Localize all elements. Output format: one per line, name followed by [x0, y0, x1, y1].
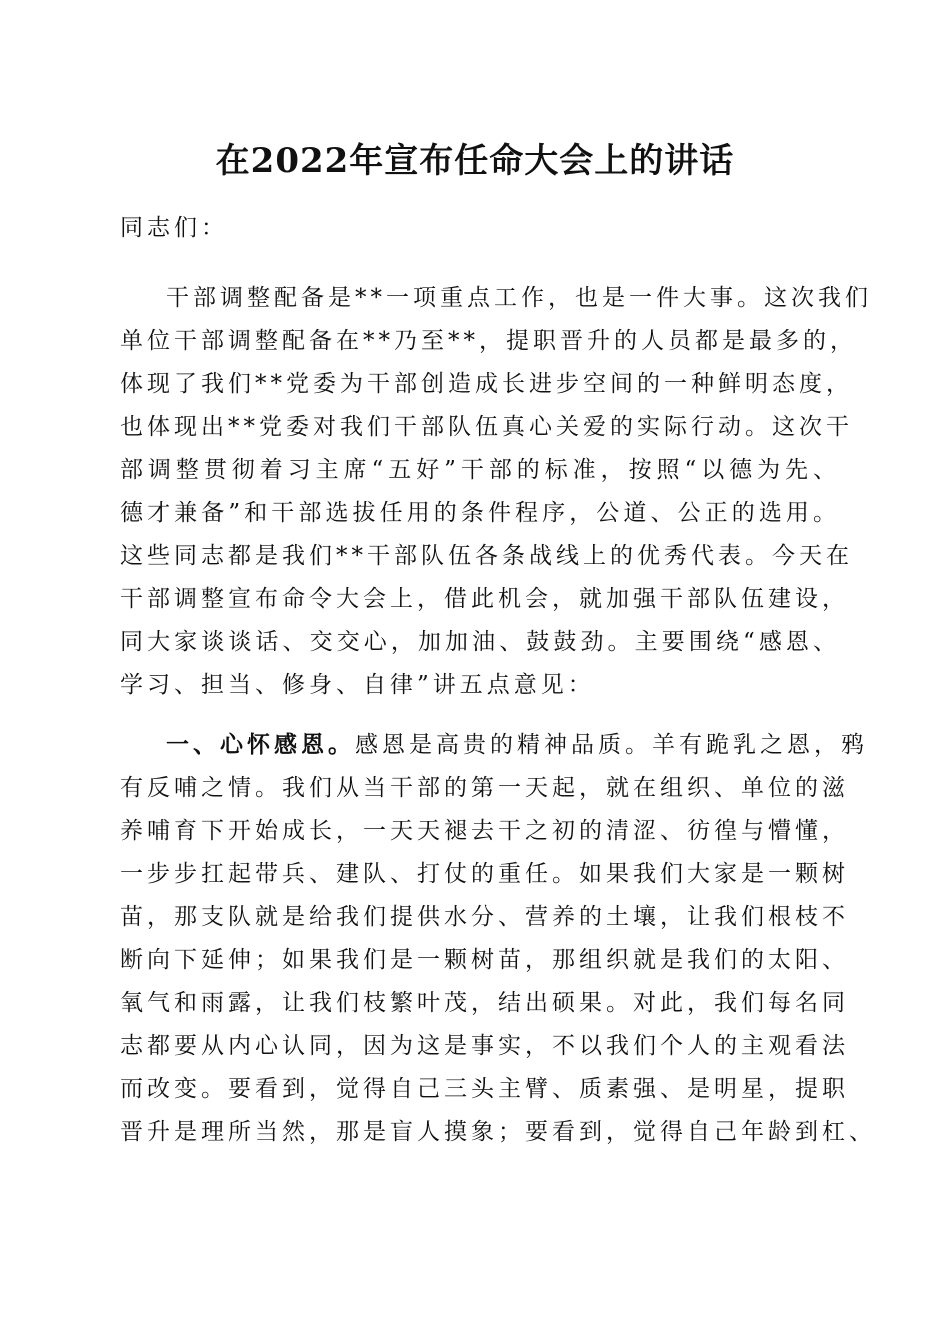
paragraph-line: 德才兼备”和干部选拔任用的条件程序，公道、公正的选用。	[120, 500, 840, 526]
paragraph-line: 志都要从内心认同，因为这是事实，不以我们个人的主观看法	[120, 1033, 849, 1059]
paragraph-line: 干部调整宣布命令大会上，借此机会，就加强干部队伍建设，	[120, 586, 849, 612]
salutation: 同志们：	[120, 215, 228, 241]
paragraph-line: 体现了我们**党委为干部创造成长进步空间的一种鲜明态度，	[120, 371, 853, 397]
paragraph-line: 而改变。要看到，觉得自己三头主臂、质素强、是明星，提职	[120, 1076, 849, 1102]
page-title: 在2022年宣布任命大会上的讲话	[215, 141, 735, 181]
paragraph-line: 有反哺之情。我们从当干部的第一天起，就在组织、单位的滋	[120, 775, 849, 801]
paragraph-line: 氧气和雨露，让我们枝繁叶茂，结出硕果。对此，我们每名同	[120, 990, 849, 1016]
paragraph-line: 养哺育下开始成长，一天天褪去干之初的清涩、彷徨与懵懂，	[120, 818, 849, 844]
paragraph-line: 断向下延伸；如果我们是一颗树苗，那组织就是我们的太阳、	[120, 947, 849, 973]
paragraph-line: 同大家谈谈话、交交心，加加油、鼓鼓劲。主要围绕“感恩、	[120, 629, 840, 655]
paragraph-line: 苗，那支队就是给我们提供水分、营养的土壤，让我们根枝不	[120, 904, 849, 930]
paragraph-line: 单位干部调整配备在**乃至**，提职晋升的人员都是最多的，	[120, 328, 857, 354]
paragraph-line: 也体现出**党委对我们干部队伍真心关爱的实际行动。这次干	[120, 414, 853, 440]
section-first-line	[166, 725, 868, 765]
paragraph-line: 学习、担当、修身、自律”讲五点意见：	[120, 672, 595, 698]
paragraph-line: 这些同志都是我们**干部队伍各条战线上的优秀代表。今天在	[120, 543, 853, 569]
paragraph-line: 晋升是理所当然，那是盲人摸象；要看到，觉得自己年龄到杠、	[120, 1119, 876, 1145]
section-heading: 一、心怀感恩。	[166, 731, 355, 758]
paragraph-line: 一步步扛起带兵、建队、打仗的重任。如果我们大家是一颗树	[120, 861, 849, 887]
paragraph-line: 干部调整配备是**一项重点工作，也是一件大事。这次我们	[166, 285, 872, 311]
section-text: 感恩是高贵的精神品质。羊有跪乳之恩，鸦	[355, 732, 868, 758]
paragraph-line: 部调整贯彻着习主席“五好”干部的标准，按照“以德为先、	[120, 457, 840, 483]
